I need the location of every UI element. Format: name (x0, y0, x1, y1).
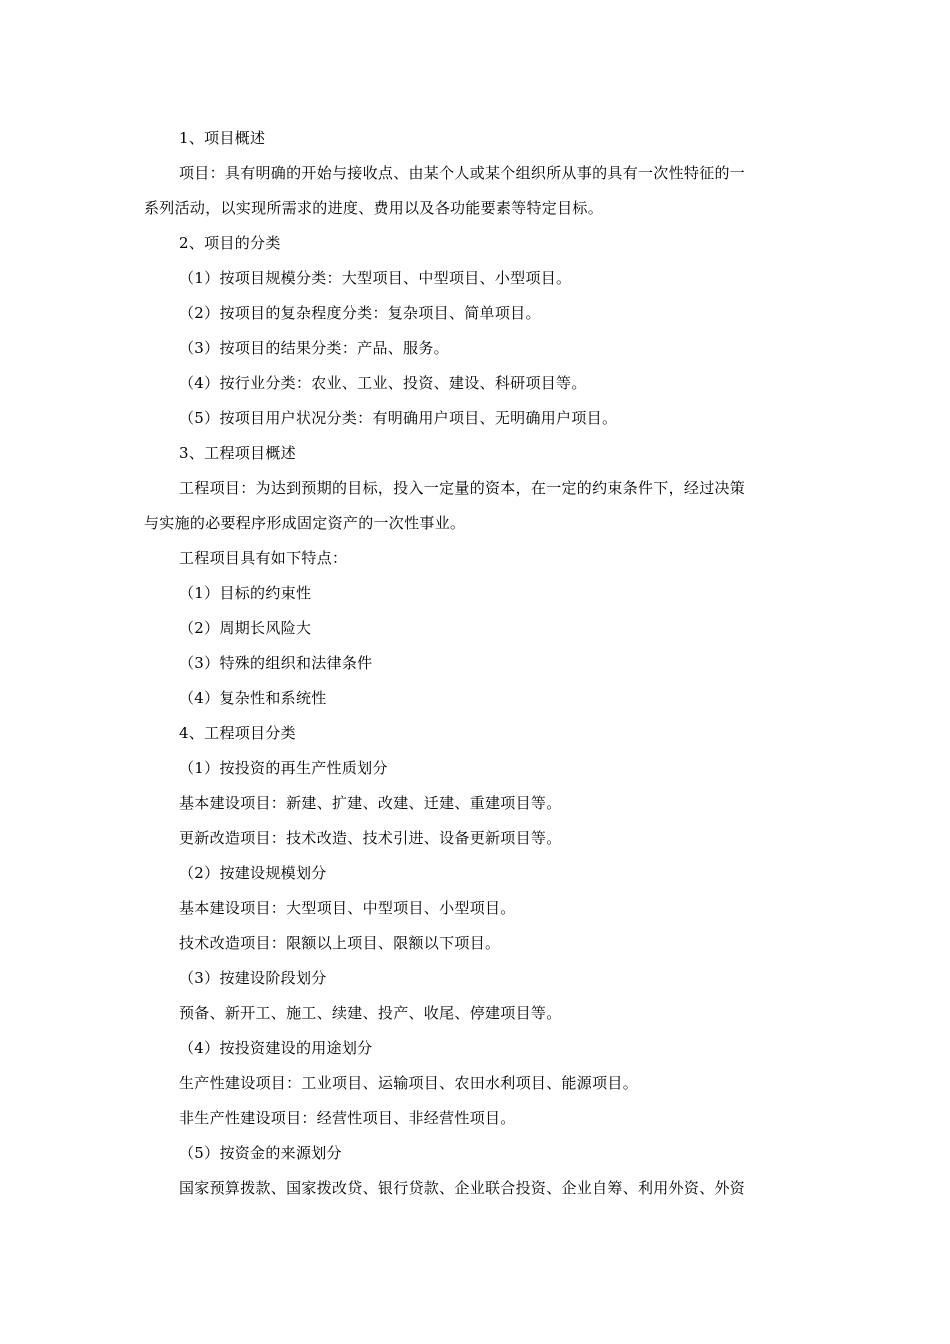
paragraph-line: 基本建设项目：新建、扩建、改建、迁建、重建项目等。 (179, 794, 562, 812)
list-item: （4）按行业分类：农业、工业、投资、建设、科研项目等。 (179, 374, 587, 392)
list-item: （1）按投资的再生产性质划分 (179, 759, 388, 777)
paragraph-line: 非生产性建设项目：经营性项目、非经营性项目。 (179, 1109, 516, 1127)
list-item: （5）按资金的来源划分 (179, 1144, 342, 1162)
list-item: （4）按投资建设的用途划分 (179, 1039, 373, 1057)
paragraph-line: 与实施的必要程序形成固定资产的一次性事业。 (144, 514, 466, 532)
list-item: （2）按项目的复杂程度分类：复杂项目、简单项目。 (179, 304, 541, 322)
heading-project-classification: 2、项目的分类 (179, 234, 281, 252)
paragraph-line: 系列活动，以实现所需求的进度、费用以及各功能要素等特定目标。 (144, 199, 604, 217)
list-item: （3）按建设阶段划分 (179, 969, 327, 987)
paragraph-line: 技术改造项目：限额以上项目、限额以下项目。 (179, 934, 501, 952)
list-item: （3）按项目的结果分类：产品、服务。 (179, 339, 449, 357)
paragraph-line: 工程项目：为达到预期的目标，投入一定量的资本，在一定的约束条件下，经过决策 (179, 479, 746, 497)
paragraph-line: 项目：具有明确的开始与接收点、由某个人或某个组织所从事的具有一次性特征的一 (179, 164, 746, 182)
paragraph-line: 工程项目具有如下特点： (179, 549, 348, 567)
list-item: （1）按项目规模分类：大型项目、中型项目、小型项目。 (179, 269, 572, 287)
list-item: （1）目标的约束性 (179, 584, 312, 602)
list-item: （4）复杂性和系统性 (179, 689, 327, 707)
paragraph-line: 更新改造项目：技术改造、技术引进、设备更新项目等。 (179, 829, 562, 847)
heading-engineering-project-classification: 4、工程项目分类 (179, 724, 296, 742)
paragraph-line: 预备、新开工、施工、续建、投产、收尾、停建项目等。 (179, 1004, 562, 1022)
list-item: （2）按建设规模划分 (179, 864, 327, 882)
heading-project-overview: 1、项目概述 (179, 129, 266, 147)
paragraph-line: 基本建设项目：大型项目、中型项目、小型项目。 (179, 899, 516, 917)
list-item: （5）按项目用户状况分类：有明确用户项目、无明确用户项目。 (179, 409, 618, 427)
list-item: （2）周期长风险大 (179, 619, 312, 637)
paragraph-line: 生产性建设项目：工业项目、运输项目、农田水利项目、能源项目。 (179, 1074, 639, 1092)
list-item: （3）特殊的组织和法律条件 (179, 654, 373, 672)
heading-engineering-project-overview: 3、工程项目概述 (179, 444, 296, 462)
paragraph-line: 国家预算拨款、国家拨改贷、银行贷款、企业联合投资、企业自筹、利用外资、外资 (179, 1179, 746, 1197)
